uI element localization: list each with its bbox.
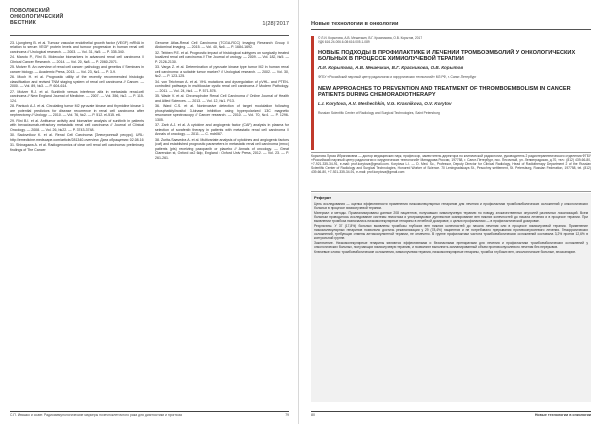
page-number: 79 <box>285 413 289 417</box>
reference-item: 37. Zarb A.J. et al. A cytokine and angiogenic factor (CAF) analysis in plasma for selection of sorafenib therapy in patients with metastatic renal cell carcinoma // Annals of oncology. — 2011. — C. mdr067. <box>155 123 289 137</box>
authors-ru: Л.И. Корытова, А.В. Мешечкин, В.Г. Красникова, О.В. Корытов <box>318 65 464 71</box>
header-divider <box>311 29 591 30</box>
contact-divider <box>311 191 591 192</box>
journal-title-line: ВЕСТНИК <box>10 20 37 26</box>
abstract-paragraph: Цель исследования — оценка эффективности применения низкомолекулярных гепаринов для лечения и профилактики тромбоэмболических осложнений у онкологических больных в процессе химиолучевой терапии. <box>314 201 588 210</box>
right-page <box>301 0 600 424</box>
reference-item: 24. Maroto P., Rini B. Molecular biomarkers in advanced renal cell carcinoma // Clinical Cancer Research. — 2014. — Vol. 20, №8. — P. 2060-2071. <box>10 55 144 64</box>
reference-item: 23. Ljungberg B. et al. Tumour vascular endothelial growth factor (VEGF) mRNA in relation to serum VEGF protein levels and tumour progression in human renal cell carcinoma // Urological research. — 2003. — Vol. 31, №5. — P. 335-340. <box>10 41 144 54</box>
journal-header <box>10 8 289 34</box>
contact-divider <box>311 152 591 153</box>
abstract-paragraph: Заключение. Низкомолекулярные гепарины являются эффективными и безопасными препаратами для лечения и профилактики тромбоэмболических осложнений у онкологических больных, получающих химиолучевую терапию, и позволяют выполнить запланированный объем противоопухолевого лечения без перерывов. <box>314 241 588 250</box>
reference-item: 31. Shinagawa A. et al. Radiogenomics of clear cell renal cell carcinoma: preliminary findings of The Cancer <box>10 143 144 152</box>
reference-item: 29. Rini B.I. et al. Antitumor activity and biomarker analysis of sunitinib in patients with bevacizumab-refractory metastatic renal cell carcinoma // Journal of Clinical Oncology. — 2008. — Vol. 26, №22. — P. 3743-3748. <box>10 118 144 132</box>
header-divider <box>10 35 289 36</box>
page-footer <box>10 413 289 417</box>
footer-divider <box>311 411 591 412</box>
abstract-box <box>311 193 591 402</box>
page-footer <box>311 413 591 417</box>
reference-item: 38. Zurita-Saavedra A. et al. Multivariate analysis of cytokines and angiogenic factors (caf) and established prognostic parameters in metastatic renal cell carcinoma (mrcc) patients (pts) receiving pazopanib or placebo // Annals of oncology. — Great Clarendon st, Oxford ox2 6dp, England : Oxford Univ Press, 2012. — Vol. 23. — P. 261-261. <box>155 137 289 160</box>
udc-line: УДК 616.24-006.6-08:616.005.1-089 <box>318 40 370 44</box>
journal-issue: 1(28)'2017 <box>262 21 289 27</box>
abstract-heading: Реферат <box>314 195 332 200</box>
keywords: Ключевые слова: тромбоэмболические осложнения, химиолучевая терапия, низкомолекулярные гепарины, тромбоз глубоких вен, онкологические больные, эноксапарин. <box>314 250 577 255</box>
journal-title-line: ОНКОЛОГИЧЕСКИЙ <box>10 14 64 20</box>
reference-item: 26. Moch H. et al. Prognostic utility of the recently recommended histologic classification and revised TNM staging system of renal cell carcinoma // Cancer. — 2000. — Vol. 89, №3. — P. 604-614. <box>10 75 144 89</box>
affiliation-en: Russian Scientific Center of Radiology and Surgical Technologies, Saint Petersburg <box>318 110 440 115</box>
copyright-line: © Л.И. Корытова, А.В. Мешечкин, В.Г. Красникова, О.В. Корытов, 2017 <box>318 36 423 40</box>
reference-item: 25. Motzer R. An overview of renal cell cancer: pathology and genetics // Seminars in cancer biology. — Academic Press, 2013. — Vol. 23, №1. — P. 3-9. <box>10 65 144 74</box>
page-number: 80 <box>311 413 315 417</box>
abstract-paragraph: Результаты. У 37 (17,8%) больных выявлены тромбозы глубоких вен нижних конечностей до начала лечения или в процессе химиолучевой терапии. Применение низкомолекулярных гепаринов позволило достичь реканализации у 29 (78,4%) пациентов и не потребовало прерывания противоопухолевого лечения. Геморрагических осложнений, требующих отмены антикоагулянтной терапии, не отмечено. В группе профилактики частота тромбоэмболических осложнений составила 3,2% против 12,6% в контрольной группе. <box>314 223 588 241</box>
reference-list <box>10 41 289 161</box>
abstract-paragraph: Материал и методы. Проанализированы данные 208 пациентов, получавших химиолучевую терапию по поводу злокачественных опухолей различных локализаций. Всем больным проводилось исследование системы гемостаза и ультразвуковое дуплексное сканирование вен нижних конечностей до начала лечения и в процессе терапии. При выявлении тромбоза назначались низкомолекулярные гепарины в лечебной дозировке, с целью профилактики — в профилактической дозировке. <box>314 210 588 223</box>
reference-item: 35. Wade V. et al. Chromophobe Renal Cell Carcinoma // Online Journal of Health and Allied Sciences. — 2013. — Vol. 12, №1. Р.13. <box>155 94 289 103</box>
reference-item: 28. Pantuck A.J. et al. Circulating tumor M2 pyruvate kinase and thymidine kinase 1 are potential predictors for disease recurrence in renal cell carcinoma after nephrectomy // Urology. — 2010. — Vol. 76, №2. — P. 512. el-515. e6. <box>10 104 144 118</box>
journal-title-line: ПОВОЛЖСКИЙ <box>10 8 50 14</box>
reference-item: Genome Atlas-Renal Cell Carcinoma (TCGA-RCC) Imaging Research Group // Abdominal imaging. — 2015. — Vol. 40, №6. — P. 1684-1692. <box>155 41 289 50</box>
reference-item: 33. Varga Z. et al. Determination of pyruvate kinase type tumor M2 in human renal cell carcinoma: a suitable tumor marker? // Urological research. — 2002. — Vol. 30, №2. — P. 123-125. <box>155 65 289 79</box>
running-footer-text: С.П. Ивашко и соавт. Радиоиммунологические маркеры почечноклеточного рака для диагностики и прогноза <box>10 413 182 417</box>
left-page <box>0 0 299 424</box>
footer-divider <box>10 411 289 412</box>
running-footer-section: Новые технологии в онкологии <box>534 413 591 417</box>
article-title-en: NEW APPROACHES TO PREVENTION AND TREATMENT OF THROMBOEMBOLISM IN CANCER PATIENTS DURING CHEMORADIOTHERAPY <box>318 85 571 98</box>
authors-en: L.I. Korytova, A.V. Meshechkin, V.G. Krasnikova, O.V. Korytov <box>318 100 452 106</box>
author-contact: Корытова Луиза Ибрагимовна — доктор медицинских наук, профессор, заместитель директора по клинической радиологии, руководитель 2 радиотерапевтического отделения ФГБУ «Российский научный центр радиологии и хирургических технологий» Минздрава России, 197758, г. Санкт-Петербург, пос. Песочный, ул. Ленинградская, д.70, тел.: (812) 439-66-80, +7-921-335-34-91, e-mail: prof.korytova@gmail.com. Korytova L.I. — D. Med. Sc., Professor, Deputy Director for Clinical Radiology, Head of Radiotherapy Department 2 of the Russian Scientific Center of Radiology and Surgical Technologies, Honored Worker of Science. 70 Leningradskaya St., Pesochny settlement, St. Petersburg, Russian Federation, 197758, tel. (812) 439-66-80, +7-921-335-34-91, e-mail: prof.korytova@gmail.com <box>311 154 591 175</box>
article-title-ru: НОВЫЕ ПОДХОДЫ В ПРОФИЛАКТИКЕ И ЛЕЧЕНИИ ТРОМБОЭМБОЛИЙ У ОНКОЛОГИЧЕСКИХ БОЛЬНЫХ В ПРОЦЕССЕ ХИМИОЛУЧЕВОЙ ТЕРАПИИ <box>318 50 576 63</box>
reference-item: 36. Ward C.S. et al. Noninvasive detection of target modulation following phosphatidylinositol 3-kinase inhibition using hyperpolarized 13C magnetic resonance spectroscopy // Cancer research. — 2010. — Vol. 70, №4. — P. 1296-1305. <box>155 104 289 122</box>
reference-item: 27. Motzer R.J. et al. Sunitinib versus interferon alfa in metastatic renal-cell carcinoma // New England Journal of Medicine. — 2007. — Vol. 356, №2. — P. 115-124. <box>10 89 144 103</box>
section-label: Новые технологии в онкологии <box>311 21 399 27</box>
reference-item: 30. Sadovnikov K. et al. Renal Cell Carcinoma [Электронный ресурс]. URL: http://emedicine.medscape.com/article/281340-overview. Дата обращения: 02.08.16 <box>10 133 144 142</box>
reference-item: 32. Tebben P.E. et al. Prognostic impact of histological subtypes on surgically treated localized renal cell carcinoma // The Journal of urology. — 2009. — Vol. 182, №5. — P. 2126-2130. <box>155 51 289 64</box>
reference-item: 34. von Teichman A. et al. VHL mutations and dysregulation of pVHL- and PTEN-controlled pathways in multilocular cystic renal cell carcinoma // Modern Pathology. — 2011. — Vol. 24, №4. — P. 571-578. <box>155 79 289 93</box>
reference-column-2 <box>155 41 289 161</box>
reference-column-1 <box>10 41 144 161</box>
accent-bar <box>311 36 314 150</box>
affiliation-ru: ФГБУ «Российский научный центр радиологии и хирургических технологий» МЗ РФ, г. Санкт-Петербург <box>318 75 477 80</box>
article-header <box>318 36 591 115</box>
